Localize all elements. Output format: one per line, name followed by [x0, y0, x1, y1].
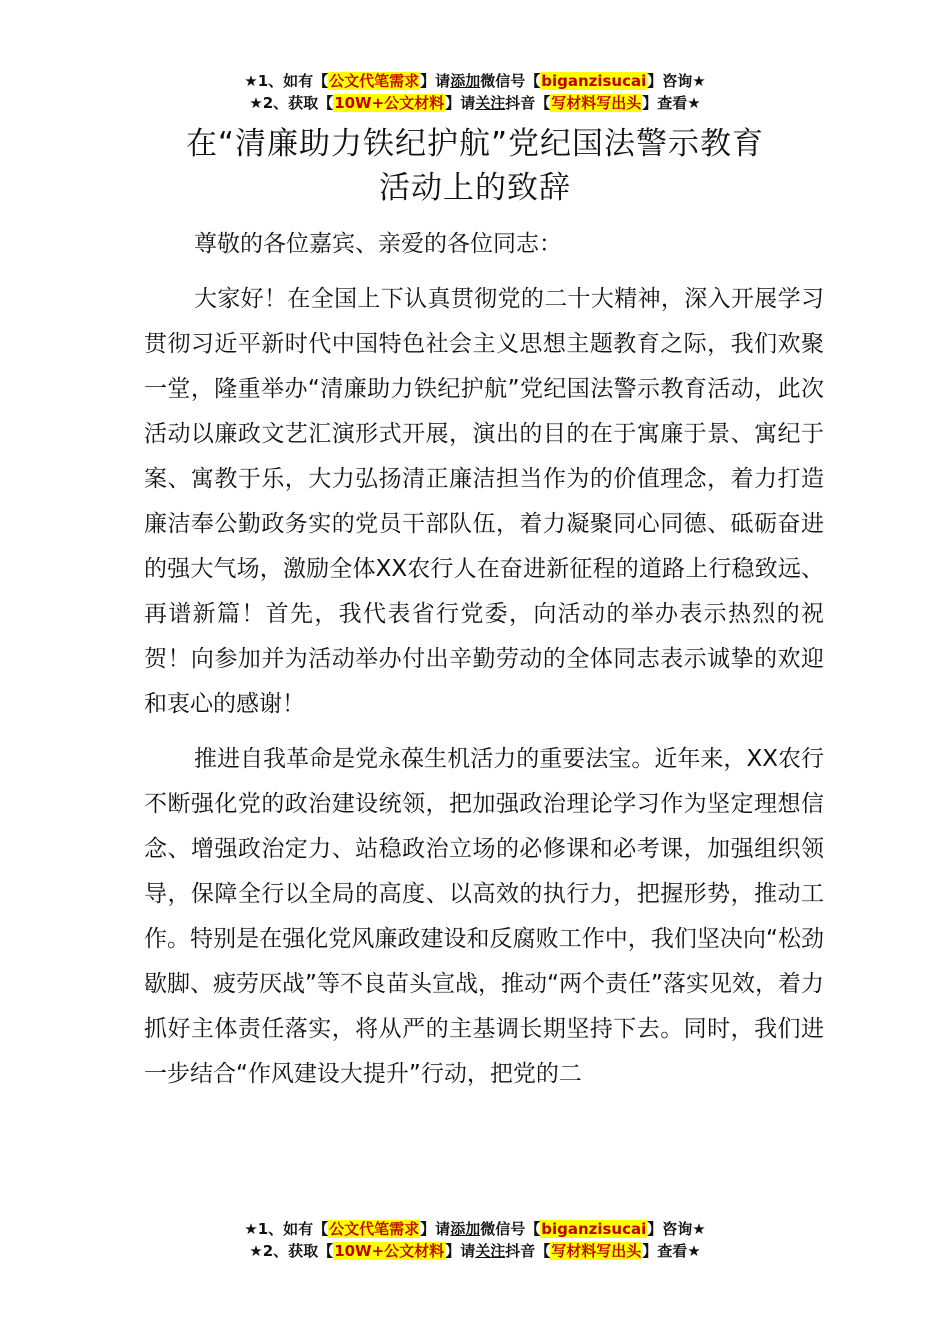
promo-line-1 — [0, 70, 950, 92]
wechat-id-highlight: biganzisucai — [541, 1220, 647, 1238]
paragraph: 大家好！在全国上下认真贯彻党的二十大精神，深入开展学习贯彻习近平新时代中国特色社会主义思想主题教育之际，我们欢聚一堂，隆重举办“清廉助力铁纪护航”党纪国法警示教育活动，此次活动以廉政文艺汇演形式开展，演出的目的在于寓廉于景、寓纪于案、寓教于乐，大力弘扬清正廉洁担当作为的价值理念，着力打造廉洁奉公勤政务实的党员干部队伍，着力凝聚同心同德、砥砺奋进的强大气场，激励全体XX农行人在奋进新征程的道路上行稳致远、再谱新篇！首先，我代表省行党委，向活动的举办表示热烈的祝贺！向参加并为活动举办付出辛勤劳动的全体同志表示诚挚的欢迎和衷心的感谢！ — [144, 286, 824, 717]
promo-text: 】咨询★ — [647, 72, 706, 90]
promo-text: 】请 — [420, 1220, 451, 1238]
promo-underlined: 添加 — [450, 72, 481, 90]
promo-underlined: 添加 — [450, 1220, 481, 1238]
promo-line-2 — [0, 92, 950, 114]
promo-text: 】查看★ — [642, 94, 701, 112]
promo-text: ★2、获取【 — [249, 1242, 334, 1260]
paragraph: 推进自我革命是党永葆生机活力的重要法宝。近年来，XX农行不断强化党的政治建设统领，把加强政治理论学习作为坚定理想信念、增强政治定力、站稳政治立场的必修课和必考课，加强组织领导，保障全行以全局的高度、以高效的执行力，把握形势，推动工作。特别是在强化党风廉政建设和反腐败工作中，我们坚决向“松劲歇脚、疲劳厌战”等不良苗头宣战，推动“两个责任”落实见效，着力抓好主体责任落实，将从严的主基调长期坚持下去。同时，我们进一步结合“作风建设大提升”行动，把党的二 — [144, 746, 824, 1087]
promo-highlight: 公文代笔需求 — [329, 72, 420, 90]
promo-underlined: 关注 — [475, 1242, 506, 1260]
promo-text: 】查看★ — [642, 1242, 701, 1260]
salutation: 尊敬的各位嘉宾、亲爱的各位同志： — [194, 231, 562, 257]
document-title — [0, 122, 950, 210]
promo-header — [0, 70, 950, 114]
promo-highlight: 10W+公文材料 — [334, 1242, 445, 1260]
promo-text: 微信号【 — [480, 72, 541, 90]
promo-text: ★1、如有【 — [244, 1220, 329, 1238]
promo-line-2 — [0, 1240, 950, 1262]
promo-text: 抖音【 — [505, 1242, 551, 1260]
douyin-id-highlight: 写材料写出头 — [551, 94, 642, 112]
promo-line-1 — [0, 1218, 950, 1240]
promo-footer — [0, 1218, 950, 1262]
promo-text: 】请 — [445, 1242, 476, 1260]
douyin-id-highlight: 写材料写出头 — [551, 1242, 642, 1260]
promo-highlight: 10W+公文材料 — [334, 94, 445, 112]
promo-underlined: 关注 — [475, 94, 506, 112]
promo-text: 】请 — [445, 94, 476, 112]
promo-text: 】咨询★ — [647, 1220, 706, 1238]
promo-text: 】请 — [420, 72, 451, 90]
promo-text: 微信号【 — [480, 1220, 541, 1238]
promo-text: ★2、获取【 — [249, 94, 334, 112]
promo-text: ★1、如有【 — [244, 72, 329, 90]
promo-highlight: 公文代笔需求 — [329, 1220, 420, 1238]
document-body — [144, 222, 824, 1107]
promo-text: 抖音【 — [505, 94, 551, 112]
title-line-2: 活动上的致辞 — [379, 170, 571, 206]
title-line-1: 在“清廉助力铁纪护航”党纪国法警示教育 — [185, 126, 765, 162]
wechat-id-highlight: biganzisucai — [541, 72, 647, 90]
